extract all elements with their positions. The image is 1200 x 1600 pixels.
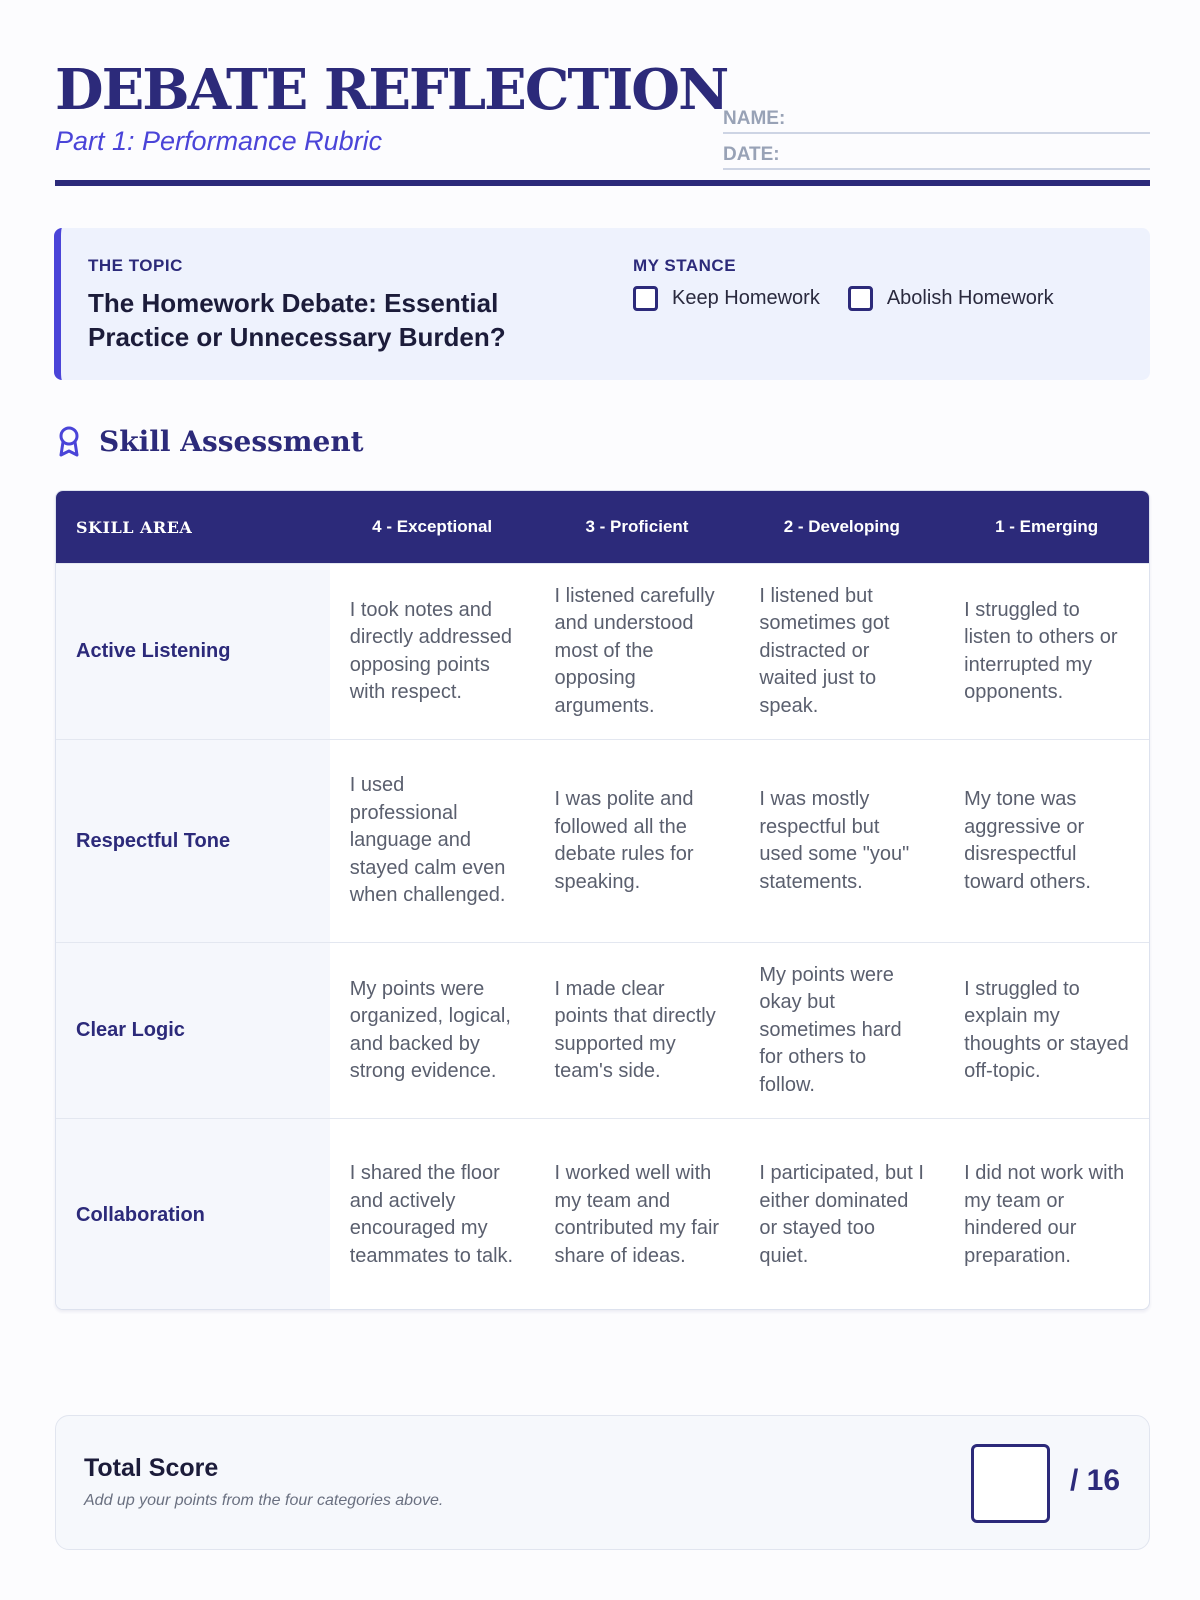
rubric-cell[interactable]: I listened carefully and understood most of the opposing arguments. <box>554 584 715 717</box>
name-label: NAME: <box>723 108 786 129</box>
stance-label: MY STANCE <box>633 256 737 275</box>
stance-option-label: Abolish Homework <box>886 287 1054 309</box>
rubric-cell[interactable]: I participated, but I either dominated or stayed too quiet. <box>759 1162 924 1267</box>
score-input-box[interactable] <box>971 1444 1050 1523</box>
rubric-table <box>55 490 1150 1310</box>
header-divider <box>55 180 1150 186</box>
student-fields <box>723 98 1150 170</box>
stance-options <box>633 286 1054 311</box>
skill-area-cell: Active Listening <box>56 564 330 739</box>
keep-checkbox[interactable] <box>633 286 658 311</box>
table-row <box>56 563 1149 739</box>
rubric-cell[interactable]: I listened but sometimes got distracted or waited just to speak. <box>759 584 890 717</box>
page-subtitle: Part 1: Performance Rubric <box>55 126 383 156</box>
section-heading <box>57 425 364 458</box>
rubric-cell[interactable]: My points were okay but sometimes hard for others to follow. <box>759 963 902 1096</box>
award-ribbon-icon <box>57 426 81 458</box>
table-row <box>56 739 1149 942</box>
name-field[interactable] <box>723 98 1150 134</box>
rubric-cell[interactable]: My tone was aggressive or disrespectful toward others. <box>964 788 1091 893</box>
abolish-checkbox[interactable] <box>848 286 873 311</box>
stance-option-keep[interactable] <box>633 286 820 311</box>
total-score-panel <box>55 1415 1150 1550</box>
column-header: 3 - Proficient <box>585 517 689 536</box>
rubric-cell[interactable]: I was mostly respectful but used some "you" statements. <box>759 788 910 893</box>
rubric-cell[interactable]: I struggled to listen to others or interrupted my opponents. <box>964 598 1118 703</box>
rubric-cell[interactable]: I took notes and directly addressed opposing points with respect. <box>349 598 513 703</box>
rubric-cell[interactable]: I worked well with my team and contributed my fair share of ideas. <box>554 1162 720 1267</box>
rubric-cell[interactable]: I shared the floor and actively encouraged my teammates to talk. <box>349 1162 514 1267</box>
date-field[interactable] <box>723 134 1150 170</box>
page-header <box>55 57 1150 190</box>
page-title: DEBATE REFLECTION <box>55 57 728 123</box>
date-label: DATE: <box>723 144 780 165</box>
stance-option-abolish[interactable] <box>848 286 1054 311</box>
topic-label: THE TOPIC <box>88 256 183 275</box>
total-score-title: Total Score <box>84 1454 219 1482</box>
rubric-cell[interactable]: I did not work with my team or hindered our preparation. <box>964 1162 1125 1267</box>
score-max: / 16 <box>1070 1464 1121 1497</box>
rubric-cell[interactable]: I used professional language and stayed calm even when challenged. <box>349 774 506 907</box>
topic-panel <box>54 228 1150 380</box>
skill-area-cell: Collaboration <box>56 1119 330 1310</box>
rubric-cell[interactable]: I made clear points that directly supported my team's side. <box>554 977 716 1082</box>
table-row <box>56 1118 1149 1310</box>
rubric-cell[interactable]: I struggled to explain my thoughts or stayed off-topic. <box>964 977 1129 1082</box>
section-title: Skill Assessment <box>99 425 364 458</box>
topic-text: The Homework Debate: Essential Practice or Unnecessary Burden? <box>88 288 506 352</box>
rubric-cell[interactable]: I was polite and followed all the debate rules for speaking. <box>554 788 694 893</box>
column-header: 2 - Developing <box>783 517 900 536</box>
table-row <box>56 942 1149 1118</box>
total-score-note: Add up your points from the four categories above. <box>84 1492 444 1509</box>
column-header: SKILL AREA <box>76 517 193 537</box>
column-header: 4 - Exceptional <box>372 517 493 536</box>
skill-area-cell: Clear Logic <box>56 943 330 1118</box>
stance-option-label: Keep Homework <box>672 287 820 309</box>
skill-area-cell: Respectful Tone <box>56 740 330 942</box>
rubric-header-row <box>56 491 1149 563</box>
rubric-cell[interactable]: My points were organized, logical, and backed by strong evidence. <box>349 977 511 1082</box>
column-header: 1 - Emerging <box>995 517 1099 536</box>
